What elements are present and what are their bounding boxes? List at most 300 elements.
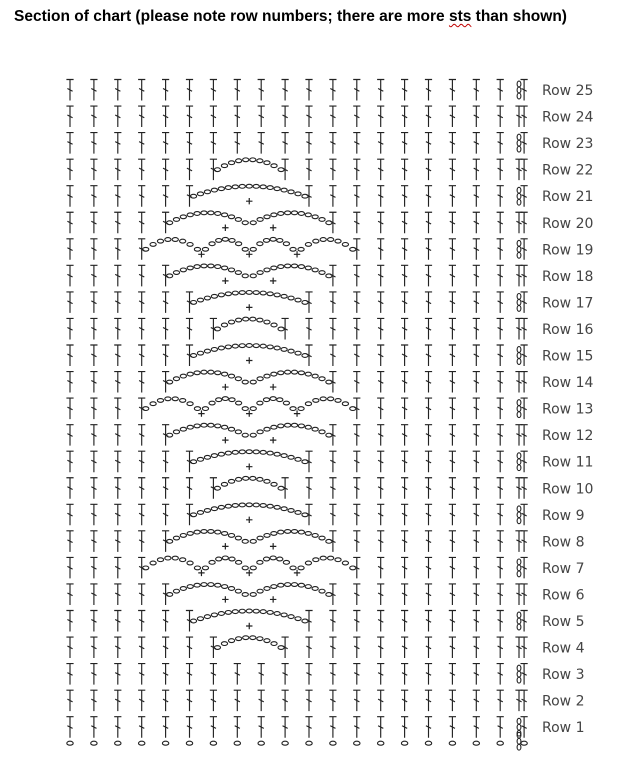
double-crochet-symbol (162, 504, 169, 525)
double-crochet-symbol (90, 345, 97, 366)
single-crochet-symbol (270, 384, 276, 390)
double-crochet-symbol (377, 80, 384, 101)
chart-row (66, 556, 584, 578)
chain-symbol (302, 460, 308, 464)
double-crochet-symbol (114, 318, 121, 339)
double-crochet-symbol (138, 557, 145, 578)
row-label: Row 17 (542, 295, 594, 312)
chain-symbol (264, 479, 270, 483)
double-crochet-symbol (473, 80, 480, 101)
double-crochet-symbol (162, 611, 169, 632)
single-crochet-symbol (246, 410, 252, 416)
chain-symbol (267, 611, 273, 615)
chain-symbol (221, 164, 227, 168)
double-crochet-symbol (377, 637, 384, 658)
chain-symbol (285, 264, 291, 268)
chain-symbol (225, 504, 231, 508)
chain-symbol (67, 741, 73, 745)
chain-symbol (228, 374, 234, 378)
chain-symbol (319, 377, 325, 381)
double-crochet-symbol (66, 690, 73, 711)
turning-chain-symbol (517, 134, 521, 152)
chain-symbol (225, 186, 231, 190)
chain-symbol (278, 646, 284, 650)
double-crochet-symbol (282, 637, 289, 658)
double-crochet-symbol (425, 133, 432, 154)
chain-arc (190, 184, 308, 198)
chain-symbol (208, 423, 214, 427)
chain-symbol (222, 213, 228, 217)
chain-symbol (302, 513, 308, 517)
chain-symbol (282, 741, 288, 745)
double-crochet-symbol (138, 478, 145, 499)
double-crochet-symbol (473, 212, 480, 233)
double-crochet-symbol (425, 504, 432, 525)
single-crochet-symbol (246, 357, 252, 363)
double-crochet-symbol (401, 504, 408, 525)
double-crochet-symbol (66, 504, 73, 525)
double-crochet-symbol (425, 478, 432, 499)
single-crochet-symbol (270, 278, 276, 284)
chain-symbol (180, 268, 186, 272)
chain-symbol (194, 530, 200, 534)
chain-symbol (281, 294, 287, 298)
chain-symbol (281, 507, 287, 511)
double-crochet-symbol (114, 212, 121, 233)
double-crochet-symbol (210, 318, 217, 339)
chart-row (66, 344, 593, 366)
double-crochet-symbol (305, 504, 312, 525)
chain-symbol (270, 237, 276, 241)
double-crochet-symbol (401, 133, 408, 154)
double-crochet-symbol (66, 318, 73, 339)
chain-symbol (243, 636, 249, 640)
double-crochet-symbol (353, 584, 360, 605)
chain-symbol (350, 566, 356, 570)
double-crochet-symbol (497, 159, 504, 180)
chart-row (66, 370, 593, 392)
chain-symbol (298, 583, 304, 587)
double-crochet-symbol (114, 186, 121, 207)
double-crochet-symbol (90, 265, 97, 286)
double-crochet-symbol (473, 106, 480, 127)
double-crochet-symbol (90, 372, 97, 393)
double-crochet-symbol (353, 106, 360, 127)
double-crochet-symbol (162, 531, 169, 552)
row-label: Row 15 (542, 348, 594, 365)
chain-symbol (243, 158, 249, 162)
chain-symbol (216, 239, 222, 243)
double-crochet-symbol (186, 637, 193, 658)
chain-symbol (285, 583, 291, 587)
chain-symbol (225, 292, 231, 296)
chain-symbol (222, 556, 228, 560)
chain-symbol (234, 741, 240, 745)
chain-arc (250, 556, 296, 570)
double-crochet-symbol (186, 345, 193, 366)
chart-row (66, 80, 593, 101)
double-crochet-symbol (521, 478, 528, 499)
double-crochet-symbol (138, 611, 145, 632)
double-crochet-symbol (353, 717, 360, 738)
chain-arc (202, 556, 248, 570)
double-crochet-symbol (497, 611, 504, 632)
chain-symbol (260, 610, 266, 614)
chain-symbol (257, 377, 263, 381)
chain-symbol (425, 741, 431, 745)
double-crochet-symbol (377, 318, 384, 339)
chain-symbol (187, 425, 193, 429)
double-crochet-symbol (449, 451, 456, 472)
row-label: Row 2 (542, 693, 585, 710)
chain-symbol (243, 317, 249, 321)
chain-symbol (143, 407, 149, 411)
chain-symbol (239, 450, 245, 454)
double-crochet-symbol (186, 690, 193, 711)
double-crochet-symbol (353, 451, 360, 472)
double-crochet-symbol (329, 292, 336, 313)
chain-symbol (242, 274, 248, 278)
single-crochet-symbol (222, 437, 228, 443)
double-crochet-symbol (138, 318, 145, 339)
double-crochet-symbol (425, 106, 432, 127)
chain-symbol (354, 741, 360, 745)
double-crochet-symbol (449, 345, 456, 366)
chain-symbol (278, 265, 284, 269)
double-crochet-symbol (66, 186, 73, 207)
double-crochet-symbol (138, 398, 145, 419)
chain-symbol (211, 188, 217, 192)
chain-symbol (250, 407, 256, 411)
double-crochet-symbol (329, 106, 336, 127)
chain-symbol (253, 450, 259, 454)
double-crochet-symbol (66, 212, 73, 233)
chart-row (66, 106, 593, 127)
chain-symbol (278, 530, 284, 534)
chain-symbol (288, 455, 294, 459)
chain-symbol (208, 211, 214, 215)
chain-symbol (218, 187, 224, 191)
double-crochet-symbol (473, 372, 480, 393)
chain-symbol (281, 613, 287, 617)
chain-symbol (222, 237, 228, 241)
turning-chain-symbol (515, 690, 522, 711)
chain-symbol (187, 402, 193, 406)
row-label: Row 7 (542, 560, 585, 577)
chain-symbol (257, 318, 263, 322)
chain-symbol (302, 354, 308, 358)
double-crochet-symbol (90, 425, 97, 446)
double-crochet-symbol (377, 133, 384, 154)
chain-symbol (197, 351, 203, 355)
chain-arc (298, 397, 356, 411)
chain-symbol (242, 593, 248, 597)
double-crochet-symbol (66, 239, 73, 260)
chain-symbol (320, 397, 326, 401)
turning-chain-symbol (515, 318, 522, 339)
double-crochet-symbol (329, 159, 336, 180)
chain-symbol (342, 243, 348, 247)
double-crochet-symbol (114, 398, 121, 419)
turning-chain-symbol (517, 612, 521, 630)
chain-symbol (271, 642, 277, 646)
single-crochet-symbol (222, 543, 228, 549)
chain-symbol (201, 370, 207, 374)
row-label: Row 6 (542, 587, 585, 604)
chain-symbol (342, 561, 348, 565)
chain-symbol (187, 372, 193, 376)
double-crochet-symbol (401, 690, 408, 711)
chain-symbol (312, 215, 318, 219)
chain-symbol (209, 401, 215, 405)
chain-symbol (264, 161, 270, 165)
double-crochet-symbol (66, 345, 73, 366)
double-crochet-symbol (377, 557, 384, 578)
chain-symbol (228, 320, 234, 324)
double-crochet-symbol (377, 478, 384, 499)
row-label: Row 16 (542, 321, 594, 338)
chain-symbol (197, 617, 203, 621)
double-crochet-symbol (497, 345, 504, 366)
double-crochet-symbol (497, 584, 504, 605)
chain-symbol (242, 566, 248, 570)
chart-row (66, 476, 593, 498)
chain-symbol (335, 558, 341, 562)
chain-symbol (264, 427, 270, 431)
chain-symbol (288, 615, 294, 619)
chain-symbol (250, 636, 256, 640)
double-crochet-symbol (114, 239, 121, 260)
double-crochet-symbol (497, 265, 504, 286)
double-crochet-symbol (162, 717, 169, 738)
chain-symbol (335, 239, 341, 243)
single-crochet-symbol (198, 251, 204, 257)
double-crochet-symbol (258, 106, 265, 127)
double-crochet-symbol (401, 717, 408, 738)
chain-symbol (267, 451, 273, 455)
double-crochet-symbol (66, 451, 73, 472)
double-crochet-symbol (497, 318, 504, 339)
double-crochet-symbol (497, 239, 504, 260)
chain-symbol (180, 215, 186, 219)
double-crochet-symbol (425, 637, 432, 658)
chain-arc (167, 370, 249, 384)
chart-row (66, 291, 593, 313)
chain-symbol (180, 427, 186, 431)
double-crochet-symbol (90, 133, 97, 154)
double-crochet-symbol (258, 717, 265, 738)
chain-symbol (277, 557, 283, 561)
double-crochet-symbol (329, 80, 336, 101)
chain-symbol (277, 398, 283, 402)
chain-symbol (215, 212, 221, 216)
chain-symbol (497, 741, 503, 745)
double-crochet-symbol (521, 557, 528, 578)
double-crochet-symbol (258, 690, 265, 711)
double-crochet-symbol (90, 451, 97, 472)
double-crochet-symbol (162, 637, 169, 658)
double-crochet-symbol (210, 133, 217, 154)
chain-symbol (250, 317, 256, 321)
chain-symbol (305, 266, 311, 270)
chain-symbol (305, 372, 311, 376)
single-crochet-symbol (270, 437, 276, 443)
double-crochet-symbol (377, 717, 384, 738)
double-crochet-symbol (234, 690, 241, 711)
chain-symbol (263, 239, 269, 243)
double-crochet-symbol (66, 398, 73, 419)
double-crochet-symbol (497, 690, 504, 711)
chain-arc (250, 423, 332, 437)
double-crochet-symbol (449, 531, 456, 552)
double-crochet-symbol (162, 106, 169, 127)
double-crochet-symbol (521, 504, 528, 525)
chain-symbol (285, 530, 291, 534)
chain-symbol (202, 566, 208, 570)
single-crochet-symbol (294, 251, 300, 257)
chain-symbol (225, 345, 231, 349)
chain-symbol (222, 397, 228, 401)
double-crochet-symbol (473, 398, 480, 419)
chain-symbol (253, 184, 259, 188)
chain-arc (214, 476, 284, 490)
double-crochet-symbol (521, 690, 528, 711)
double-crochet-symbol (329, 637, 336, 658)
chain-symbol (194, 371, 200, 375)
double-crochet-symbol (449, 690, 456, 711)
chart-row (66, 184, 593, 206)
double-crochet-symbol (497, 106, 504, 127)
double-crochet-symbol (138, 212, 145, 233)
chain-symbol (221, 323, 227, 327)
double-crochet-symbol (138, 372, 145, 393)
chain-symbol (271, 323, 277, 327)
double-crochet-symbol (114, 584, 121, 605)
chain-symbol (281, 454, 287, 458)
turning-chain-symbol (515, 425, 522, 446)
single-crochet-symbol (246, 464, 252, 470)
chain-symbol (319, 589, 325, 593)
double-crochet-symbol (377, 531, 384, 552)
double-crochet-symbol (66, 372, 73, 393)
chart-row (66, 530, 584, 552)
double-crochet-symbol (210, 717, 217, 738)
double-crochet-symbol (521, 133, 528, 154)
double-crochet-symbol (377, 239, 384, 260)
double-crochet-symbol (401, 451, 408, 472)
chain-symbol (190, 301, 196, 305)
double-crochet-symbol (90, 557, 97, 578)
chain-symbol (239, 609, 245, 613)
foundation-chain (67, 732, 528, 750)
chain-symbol (167, 433, 173, 437)
chain-symbol (187, 561, 193, 565)
double-crochet-symbol (353, 133, 360, 154)
double-crochet-symbol (377, 451, 384, 472)
double-crochet-symbol (90, 106, 97, 127)
row-label: Row 3 (542, 667, 585, 684)
double-crochet-symbol (521, 664, 528, 685)
double-crochet-symbol (138, 239, 145, 260)
chain-symbol (214, 327, 220, 331)
double-crochet-symbol (401, 398, 408, 419)
chain-symbol (162, 741, 168, 745)
chain-symbol (190, 194, 196, 198)
double-crochet-symbol (210, 106, 217, 127)
double-crochet-symbol (329, 372, 336, 393)
chain-symbol (201, 583, 207, 587)
double-crochet-symbol (138, 531, 145, 552)
turning-chain-symbol (515, 372, 522, 393)
double-crochet-symbol (521, 292, 528, 313)
chain-symbol (143, 247, 149, 251)
double-crochet-symbol (282, 690, 289, 711)
chain-arc (190, 291, 308, 305)
double-crochet-symbol (497, 133, 504, 154)
double-crochet-symbol (305, 451, 312, 472)
chart-row (66, 503, 584, 525)
double-crochet-symbol (497, 478, 504, 499)
chain-symbol (305, 561, 311, 565)
chain-symbol (305, 532, 311, 536)
double-crochet-symbol (497, 531, 504, 552)
chain-symbol (264, 215, 270, 219)
double-crochet-symbol (473, 186, 480, 207)
double-crochet-symbol (186, 80, 193, 101)
double-crochet-symbol (521, 372, 528, 393)
double-crochet-symbol (162, 425, 169, 446)
chain-symbol (274, 612, 280, 616)
double-crochet-symbol (114, 106, 121, 127)
double-crochet-symbol (497, 451, 504, 472)
chain-symbol (202, 247, 208, 251)
double-crochet-symbol (282, 478, 289, 499)
chain-symbol (208, 530, 214, 534)
chain-symbol (236, 401, 242, 405)
double-crochet-symbol (234, 133, 241, 154)
chain-symbol (288, 190, 294, 194)
chain-symbol (257, 560, 263, 564)
chart-row (66, 397, 593, 419)
chain-symbol (218, 293, 224, 297)
chain-symbol (172, 238, 178, 242)
chain-symbol (167, 539, 173, 543)
chain-symbol (270, 556, 276, 560)
double-crochet-symbol (497, 504, 504, 525)
chain-symbol (257, 430, 263, 434)
double-crochet-symbol (90, 80, 97, 101)
chain-symbol (271, 482, 277, 486)
chain-symbol (211, 348, 217, 352)
double-crochet-symbol (329, 717, 336, 738)
chain-symbol (204, 349, 210, 353)
chain-symbol (232, 504, 238, 508)
chain-symbol (260, 504, 266, 508)
row-label: Row 1 (542, 720, 585, 737)
double-crochet-symbol (114, 159, 121, 180)
double-crochet-symbol (473, 717, 480, 738)
chart-row (66, 317, 593, 339)
chain-symbol (190, 354, 196, 358)
double-crochet-symbol (353, 265, 360, 286)
double-crochet-symbol (401, 425, 408, 446)
double-crochet-symbol (401, 345, 408, 366)
chain-symbol (290, 247, 296, 251)
chain-symbol (285, 370, 291, 374)
chain-arc (167, 211, 249, 225)
double-crochet-symbol (425, 717, 432, 738)
chain-symbol (312, 268, 318, 272)
